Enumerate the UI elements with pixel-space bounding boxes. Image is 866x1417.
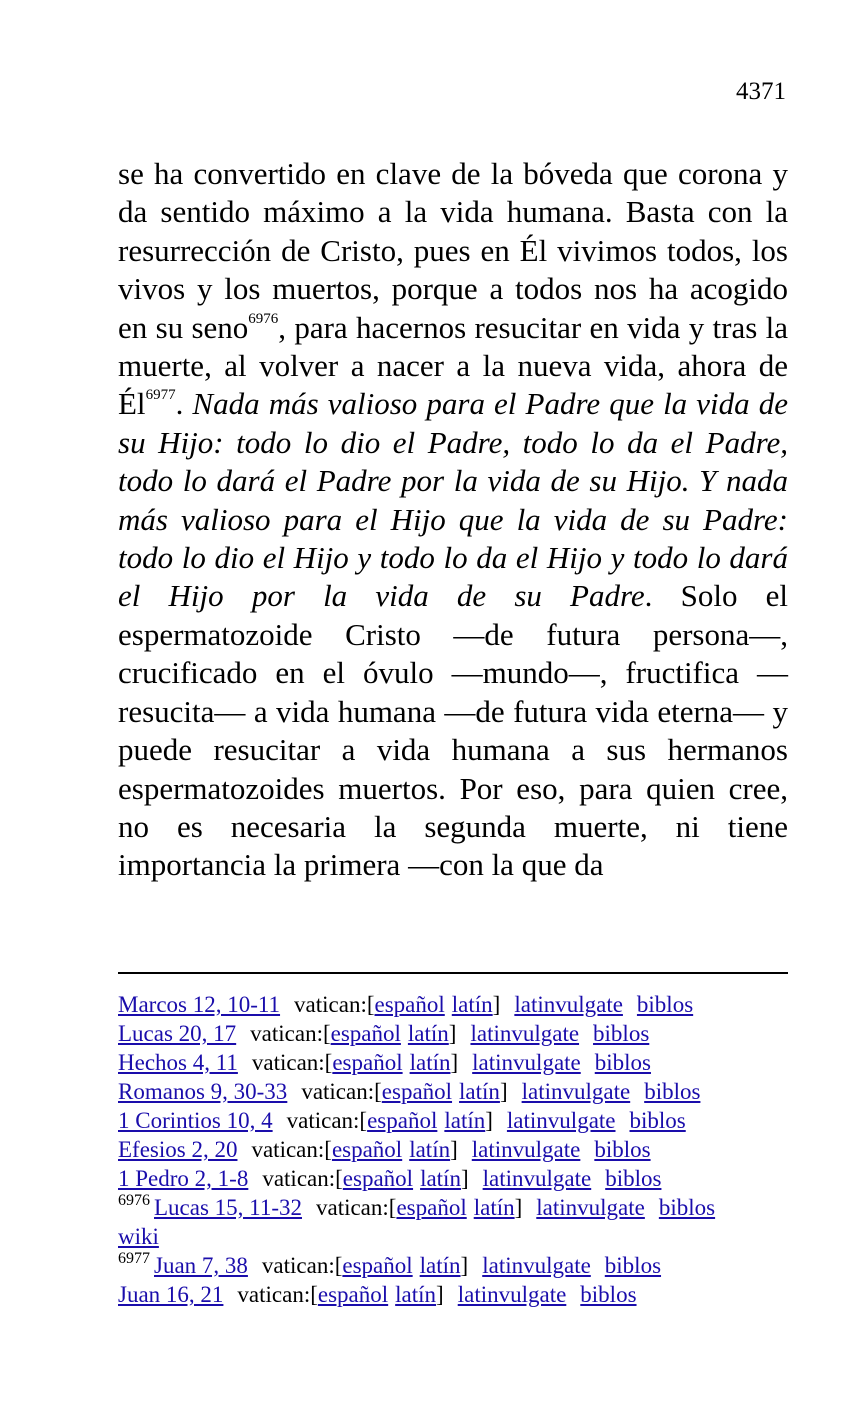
latinvulgate-link[interactable]: latinvulgate	[471, 1137, 581, 1162]
biblos-link[interactable]: biblos	[636, 992, 694, 1017]
bracket-close: ]	[448, 1021, 457, 1046]
latin-link[interactable]: latín	[409, 1050, 451, 1075]
bracket-close: ]	[514, 1195, 523, 1220]
footnote-line	[118, 1251, 798, 1280]
latinvulgate-link[interactable]: latinvulgate	[536, 1195, 645, 1220]
scripture-link[interactable]: Juan 7, 38	[154, 1253, 248, 1278]
paragraph-text-1: se ha convertido en clave de la bóveda que corona y da sentido máximo a la vida humana. Basta con la resurrección de Cristo, pues en Él vivimos todos, los vivos y los muertos, porque a todos nos ha acogido en su seno	[118, 156, 788, 345]
page-number: 4371	[736, 78, 786, 105]
wiki-link[interactable]: wiki	[118, 1224, 159, 1249]
biblos-link[interactable]: biblos	[644, 1079, 701, 1104]
latinvulgate-link[interactable]: latinvulgate	[470, 1021, 580, 1046]
espanol-link[interactable]: español	[331, 1137, 403, 1162]
footnote-line	[118, 1280, 798, 1309]
latin-link[interactable]: latín	[420, 1166, 461, 1191]
bracket-close: ]	[460, 1166, 469, 1191]
latinvulgate-link[interactable]: latinvulgate	[521, 1079, 631, 1104]
scripture-link[interactable]: Juan 16, 21	[118, 1282, 224, 1307]
vatican-label: vatican:[	[286, 1108, 368, 1133]
scripture-link[interactable]: 1 Pedro 2, 1-8	[118, 1166, 249, 1191]
footnote-divider	[118, 972, 788, 974]
latin-link[interactable]: latín	[409, 1137, 451, 1162]
latinvulgate-link[interactable]: latinvulgate	[472, 1050, 581, 1075]
biblos-link[interactable]: biblos	[629, 1108, 686, 1133]
latin-link[interactable]: latín	[419, 1253, 461, 1278]
vatican-label: vatican:[	[261, 1253, 343, 1278]
espanol-link[interactable]: español	[330, 1021, 401, 1046]
scripture-link[interactable]: Lucas 15, 11-32	[154, 1195, 302, 1220]
scripture-link[interactable]: 1 Corintios 10, 4	[118, 1108, 273, 1133]
bracket-close: ]	[436, 1282, 444, 1307]
espanol-link[interactable]: español	[381, 1079, 453, 1104]
footnote-number: 6977	[118, 1250, 150, 1267]
footnote-line	[118, 1106, 798, 1135]
latinvulgate-link[interactable]: latinvulgate	[457, 1282, 567, 1307]
espanol-link[interactable]: español	[396, 1195, 467, 1220]
footnote-ref-6977: 6977	[145, 387, 176, 404]
footnote-line	[118, 1077, 798, 1106]
paragraph-text-4: . Solo el espermatozoide Cristo —de futura persona—, crucificado en el óvulo —mundo—, fructifica —resucita— a vida humana —de futura vida eterna— y puede resucitar a vida humana a sus hermanos espermatozoides muertos. Por eso, para quien cree, no es necesaria la segunda muerte, ni tiene importancia la primera —con la que da	[118, 578, 788, 883]
vatican-label: vatican:[	[251, 1050, 333, 1075]
biblos-link[interactable]: biblos	[658, 1195, 716, 1220]
scripture-link[interactable]: Efesios 2, 20	[118, 1137, 238, 1162]
bracket-close: ]	[450, 1137, 458, 1162]
footnotes-section	[118, 990, 798, 1309]
latinvulgate-link[interactable]: latinvulgate	[506, 1108, 616, 1133]
main-paragraph	[118, 155, 788, 885]
scripture-link[interactable]: Marcos 12, 10-11	[118, 992, 281, 1017]
latin-link[interactable]: latín	[444, 1108, 486, 1133]
footnote-line	[118, 1135, 798, 1164]
latin-link[interactable]: latín	[473, 1195, 515, 1220]
footnote-line	[118, 1164, 798, 1193]
vatican-label: vatican:[	[294, 992, 375, 1017]
footnote-line	[118, 990, 798, 1019]
biblos-link[interactable]: biblos	[605, 1166, 662, 1191]
latinvulgate-link[interactable]: latinvulgate	[514, 992, 623, 1017]
vatican-label: vatican:[	[237, 1282, 318, 1307]
espanol-link[interactable]: español	[342, 1166, 414, 1191]
bracket-close: ]	[485, 1108, 493, 1133]
espanol-link[interactable]: español	[332, 1050, 403, 1075]
paragraph-text-2: , para hacernos resucitar en vida y tras la muerte, al volver a nacer a la nueva vida, ahora de Él	[118, 309, 789, 422]
scripture-link[interactable]: Lucas 20, 17	[118, 1021, 237, 1046]
latinvulgate-link[interactable]: latinvulgate	[482, 1253, 591, 1278]
paragraph-text-3: .	[175, 386, 193, 422]
footnote-line	[118, 1048, 798, 1077]
espanol-link[interactable]: español	[374, 992, 445, 1017]
vatican-label: vatican:[	[250, 1021, 331, 1046]
espanol-link[interactable]: español	[367, 1108, 438, 1133]
latin-link[interactable]: latín	[459, 1079, 500, 1104]
vatican-label: vatican:[	[301, 1079, 382, 1104]
footnote-line	[118, 1019, 798, 1048]
italic-passage: Nada más valioso para el Padre que la vida de su Hijo: todo lo dio el Padre, todo lo da el Padre, todo lo dará el Padre por la vida de su Hijo. Y nada más valioso para el Hijo que la vida de su Padre: todo lo dio el Hijo y todo lo da el Hijo y todo lo dará el Hijo por la vida de su Padre	[118, 386, 789, 614]
bracket-close: ]	[492, 992, 501, 1017]
espanol-link[interactable]: español	[317, 1282, 389, 1307]
scripture-link[interactable]: Romanos 9, 30-33	[118, 1079, 288, 1104]
vatican-label: vatican:[	[262, 1166, 343, 1191]
biblos-link[interactable]: biblos	[604, 1253, 662, 1278]
latin-link[interactable]: latín	[395, 1282, 437, 1307]
footnote-ref-6976: 6976	[248, 310, 279, 327]
biblos-link[interactable]: biblos	[594, 1137, 651, 1162]
vatican-label: vatican:[	[251, 1137, 332, 1162]
biblos-link[interactable]: biblos	[580, 1282, 637, 1307]
bracket-close: ]	[450, 1050, 459, 1075]
vatican-label: vatican:[	[315, 1195, 397, 1220]
espanol-link[interactable]: español	[342, 1253, 413, 1278]
latin-link[interactable]: latín	[407, 1021, 449, 1046]
biblos-link[interactable]: biblos	[593, 1021, 650, 1046]
latin-link[interactable]: latín	[451, 992, 493, 1017]
bracket-close: ]	[460, 1253, 469, 1278]
latinvulgate-link[interactable]: latinvulgate	[482, 1166, 592, 1191]
biblos-link[interactable]: biblos	[594, 1050, 651, 1075]
footnote-number: 6976	[118, 1192, 150, 1209]
bracket-close: ]	[499, 1079, 508, 1104]
footnote-line	[118, 1193, 798, 1251]
scripture-link[interactable]: Hechos 4, 11	[118, 1050, 238, 1075]
